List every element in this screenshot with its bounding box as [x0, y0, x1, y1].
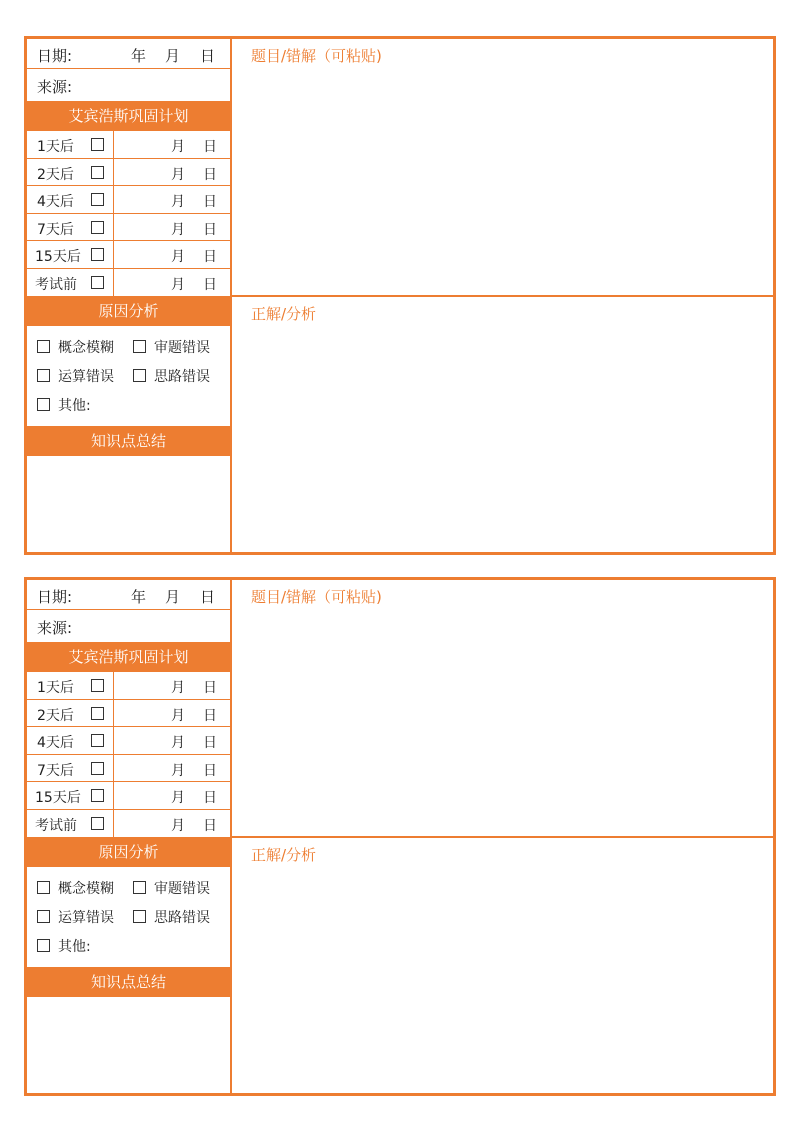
- plan-month: 月: [171, 680, 185, 696]
- date-row: [27, 39, 230, 69]
- cause-label: 运算错误: [58, 369, 114, 385]
- plan-day: 日: [203, 166, 217, 183]
- source-row: [27, 69, 230, 101]
- cause-checkbox[interactable]: [133, 369, 146, 382]
- plan-day: 日: [203, 276, 217, 293]
- cause-checkbox[interactable]: [133, 340, 146, 353]
- cause-checkbox[interactable]: [133, 910, 146, 923]
- date-label: 日期:: [37, 588, 73, 606]
- plan-day: 日: [203, 817, 217, 834]
- plan-checkbox[interactable]: [91, 789, 104, 802]
- column-divider: [113, 782, 114, 809]
- plan-row: [27, 727, 230, 755]
- plan-day: 日: [203, 139, 217, 155]
- column-divider: [113, 186, 114, 213]
- cause-options: [27, 867, 230, 967]
- cause-checkbox[interactable]: [37, 910, 50, 923]
- column-divider: [113, 727, 114, 754]
- plan-row-label: 4天后: [37, 735, 74, 751]
- plan-row-label: 7天后: [37, 221, 74, 238]
- cause-title: 原因分析: [27, 296, 230, 326]
- year-label: 年: [131, 47, 147, 65]
- date-label: 日期:: [37, 47, 73, 65]
- plan-checkbox[interactable]: [91, 166, 104, 179]
- plan-row: [27, 131, 230, 159]
- plan-checkbox[interactable]: [91, 193, 104, 206]
- card-right-panel: [232, 39, 773, 552]
- plan-month: 月: [171, 249, 185, 265]
- plan-checkbox[interactable]: [91, 707, 104, 720]
- cause-label: 概念模糊: [58, 881, 114, 897]
- plan-row-label: 7天后: [37, 762, 74, 779]
- section-divider: [232, 295, 773, 297]
- plan-row-label: 15天后: [35, 249, 81, 265]
- plan-checkbox[interactable]: [91, 276, 104, 289]
- cause-label: 审题错误: [154, 340, 210, 356]
- cause-checkbox[interactable]: [37, 398, 50, 411]
- cause-label: 其他:: [58, 398, 91, 414]
- plan-day: 日: [203, 790, 217, 806]
- plan-row: [27, 186, 230, 214]
- plan-checkbox[interactable]: [91, 248, 104, 261]
- plan-day: 日: [203, 249, 217, 265]
- question-header: 题目/错解（可粘贴): [251, 47, 382, 65]
- cause-options: [27, 326, 230, 426]
- date-row: [27, 580, 230, 610]
- source-label: 来源:: [37, 619, 73, 637]
- column-divider: [113, 810, 114, 838]
- plan-checkbox[interactable]: [91, 817, 104, 830]
- plan-checkbox[interactable]: [91, 762, 104, 775]
- plan-row: [27, 672, 230, 700]
- plan-row-label: 考试前: [35, 276, 77, 293]
- cause-label: 思路错误: [154, 369, 210, 385]
- column-divider: [113, 269, 114, 297]
- day-label: 日: [200, 47, 216, 65]
- cause-label: 其他:: [58, 939, 91, 955]
- month-label: 月: [165, 47, 181, 65]
- plan-row: [27, 269, 230, 297]
- analysis-header: 正解/分析: [251, 846, 317, 864]
- plan-month: 月: [171, 166, 185, 183]
- knowledge-title: 知识点总结: [27, 967, 230, 997]
- plan-row: [27, 700, 230, 728]
- year-label: 年: [131, 588, 147, 606]
- cause-checkbox[interactable]: [37, 369, 50, 382]
- cause-title: 原因分析: [27, 837, 230, 867]
- plan-month: 月: [171, 762, 185, 779]
- plan-row-label: 2天后: [37, 166, 74, 183]
- month-label: 月: [165, 588, 181, 606]
- plan-day: 日: [203, 680, 217, 696]
- card-right-panel: [232, 580, 773, 1093]
- plan-row-label: 1天后: [37, 139, 74, 155]
- plan-month: 月: [171, 221, 185, 238]
- source-label: 来源:: [37, 78, 73, 96]
- card-left-panel: [27, 39, 232, 552]
- plan-month: 月: [171, 139, 185, 155]
- plan-title: 艾宾浩斯巩固计划: [27, 642, 230, 672]
- plan-month: 月: [171, 817, 185, 834]
- section-divider: [232, 836, 773, 838]
- cause-label: 运算错误: [58, 910, 114, 926]
- plan-row-label: 考试前: [35, 817, 77, 834]
- column-divider: [113, 214, 114, 241]
- plan-month: 月: [171, 276, 185, 293]
- plan-month: 月: [171, 790, 185, 806]
- cause-checkbox[interactable]: [37, 340, 50, 353]
- source-row: [27, 610, 230, 642]
- plan-row: [27, 241, 230, 269]
- plan-row-label: 4天后: [37, 194, 74, 210]
- cause-checkbox[interactable]: [133, 881, 146, 894]
- column-divider: [113, 159, 114, 186]
- plan-month: 月: [171, 735, 185, 751]
- column-divider: [113, 241, 114, 268]
- cause-label: 思路错误: [154, 910, 210, 926]
- analysis-header: 正解/分析: [251, 305, 317, 323]
- column-divider: [113, 755, 114, 782]
- plan-row-label: 1天后: [37, 680, 74, 696]
- plan-day: 日: [203, 221, 217, 238]
- plan-month: 月: [171, 707, 185, 724]
- plan-day: 日: [203, 707, 217, 724]
- plan-row-label: 2天后: [37, 707, 74, 724]
- plan-checkbox[interactable]: [91, 221, 104, 234]
- knowledge-title: 知识点总结: [27, 426, 230, 456]
- column-divider: [113, 700, 114, 727]
- plan-checkbox[interactable]: [91, 734, 104, 747]
- column-divider: [113, 672, 114, 699]
- cause-label: 概念模糊: [58, 340, 114, 356]
- cause-label: 审题错误: [154, 881, 210, 897]
- plan-day: 日: [203, 194, 217, 210]
- plan-row: [27, 214, 230, 242]
- card-left-panel: [27, 580, 232, 1093]
- plan-day: 日: [203, 735, 217, 751]
- mistake-card-1: [24, 36, 776, 555]
- plan-month: 月: [171, 194, 185, 210]
- plan-row-label: 15天后: [35, 790, 81, 806]
- plan-row: [27, 755, 230, 783]
- column-divider: [113, 131, 114, 158]
- day-label: 日: [200, 588, 216, 606]
- plan-title: 艾宾浩斯巩固计划: [27, 101, 230, 131]
- plan-row: [27, 810, 230, 838]
- plan-checkbox[interactable]: [91, 679, 104, 692]
- plan-row: [27, 782, 230, 810]
- cause-checkbox[interactable]: [37, 881, 50, 894]
- question-header: 题目/错解（可粘贴): [251, 588, 382, 606]
- plan-checkbox[interactable]: [91, 138, 104, 151]
- plan-day: 日: [203, 762, 217, 779]
- plan-row: [27, 159, 230, 187]
- cause-checkbox[interactable]: [37, 939, 50, 952]
- mistake-card-2: [24, 577, 776, 1096]
